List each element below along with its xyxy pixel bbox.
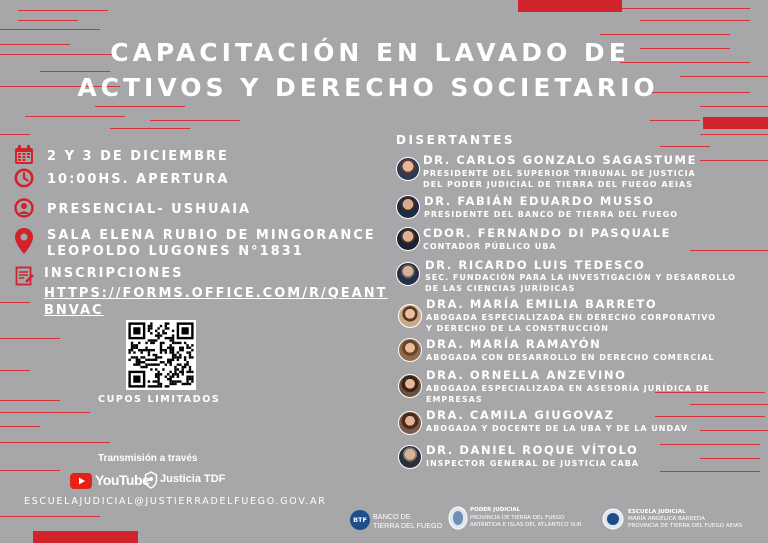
- qr-code[interactable]: [126, 320, 196, 390]
- location-pin-icon: [14, 227, 34, 255]
- speaker-role: PRESIDENTE DEL BANCO DE TIERRA DEL FUEGO: [424, 210, 679, 219]
- speaker-avatar: [398, 304, 422, 328]
- speaker-role: EMPRESAS: [426, 395, 483, 404]
- btf-line1: BANCO DE: [373, 512, 411, 521]
- broadcast-label: Transmisión a través: [98, 453, 198, 464]
- event-date: 2 Y 3 DE DICIEMBRE: [47, 149, 229, 164]
- speaker-name: DR. DANIEL ROQUE VÍTOLO: [426, 443, 639, 457]
- form-icon: [15, 266, 35, 286]
- pj-line3: ANTÁRTIDA E ISLAS DEL ATLÁNTICO SUR: [470, 522, 582, 528]
- justicia-tdf-icon: [144, 471, 158, 489]
- ej-line3: PROVINCIA DE TIERRA DEL FUEGO AEIAS: [628, 523, 743, 529]
- speaker-avatar: [396, 262, 420, 286]
- contact-email[interactable]: ESCUELAJUDICIAL@JUSTIERRADELFUEGO.GOV.AR: [24, 496, 327, 507]
- btf-logo-mark-text: BTF: [353, 516, 367, 524]
- user-icon: [14, 198, 34, 218]
- speaker-avatar: [396, 195, 420, 219]
- speaker-role: DEL PODER JUDICIAL DE TIERRA DEL FUEGO AEIAS: [423, 180, 693, 189]
- pj-line2: PROVINCIA DE TIERRA DEL FUEGO: [470, 515, 565, 521]
- poder-judicial-logo: [448, 506, 600, 532]
- btf-logo: [350, 510, 442, 532]
- speaker-role: DE LAS CIENCIAS JURÍDICAS: [425, 284, 576, 293]
- event-title-line1: CAPACITACIÓN EN LAVADO DE: [110, 38, 630, 67]
- speaker-name: DRA. MARÍA RAMAYÓN: [426, 337, 602, 351]
- signup-link-line2[interactable]: BNVAC: [44, 303, 104, 318]
- speaker-name: DR. FABIÁN EDUARDO MUSSO: [424, 194, 655, 208]
- speakers-heading: DISERTANTES: [396, 133, 516, 147]
- speaker-avatar: [396, 157, 420, 181]
- venue-line2: LEOPOLDO LUGONES N°1831: [47, 244, 304, 259]
- speaker-role: PRESIDENTE DEL SUPERIOR TRIBUNAL DE JUSTICIA: [423, 169, 696, 178]
- speaker-role: ABOGADA ESPECIALIZADA EN DERECHO CORPORATIVO: [426, 313, 717, 322]
- pj-line1: PODER JUDICIAL: [470, 507, 521, 513]
- speaker-role: CONTADOR PÚBLICO UBA: [423, 242, 557, 251]
- event-title-line2: ACTIVOS Y DERECHO SOCIETARIO: [77, 73, 659, 102]
- calendar-icon: [14, 145, 34, 165]
- speaker-avatar: [398, 374, 422, 398]
- speaker-avatar: [396, 227, 420, 251]
- speaker-role: ABOGADA CON DESARROLLO EN DERECHO COMERCIAL: [426, 353, 715, 362]
- poder-judicial-seal-icon: [448, 506, 468, 530]
- ej-line1: ESCUELA JUDICIAL: [628, 509, 686, 515]
- speaker-name: DRA. CAMILA GIUGOVAZ: [426, 408, 615, 422]
- speaker-role: INSPECTOR GENERAL DE JUSTICIA CABA: [426, 459, 639, 468]
- speaker-name: DR. RICARDO LUIS TEDESCO: [425, 258, 646, 272]
- speaker-name: DRA. MARÍA EMILIA BARRETO: [426, 297, 658, 311]
- signup-link-line1[interactable]: HTTPS://FORMS.OFFICE.COM/R/QEANT: [44, 286, 388, 301]
- speaker-avatar: [398, 338, 422, 362]
- speaker-avatar: [398, 445, 422, 469]
- venue-line1: SALA ELENA RUBIO DE MINGORANCE: [47, 228, 376, 243]
- justicia-tdf-label: Justicia TDF: [160, 473, 226, 485]
- speaker-role: Y DERECHO DE LA CONSTRUCCIÓN: [426, 324, 609, 333]
- youtube-label: YouTube: [95, 472, 150, 488]
- speaker-role: ABOGADA ESPECIALIZADA EN ASESORÍA JURÍDICA DE: [426, 384, 710, 393]
- speaker-name: CDOR. FERNANDO DI PASQUALE: [423, 226, 672, 240]
- speaker-role: SEC. FUNDACIÓN PARA LA INVESTIGACIÓN Y DESARROLLO: [425, 273, 736, 282]
- clock-icon: [14, 168, 34, 188]
- btf-line2: TIERRA DEL FUEGO: [373, 521, 443, 530]
- speaker-avatar: [398, 411, 422, 435]
- speaker-role: ABOGADA Y DOCENTE DE LA UBA Y DE LA UNDAV: [426, 424, 688, 433]
- speaker-name: DR. CARLOS GONZALO SAGASTUME: [423, 153, 698, 167]
- youtube-icon: [70, 473, 92, 489]
- escuela-judicial-seal-icon: [602, 508, 624, 530]
- signup-label: INSCRIPCIONES: [44, 266, 184, 281]
- speaker-name: DRA. ORNELLA ANZEVINO: [426, 368, 627, 382]
- ej-line2: MARÍA ANGÉLICA BARREDA: [628, 516, 705, 522]
- event-time: 10:00HS. APERTURA: [47, 172, 230, 187]
- escuela-judicial-logo: [602, 508, 766, 532]
- event-mode: PRESENCIAL- USHUAIA: [47, 202, 252, 217]
- cupos-limitados: CUPOS LIMITADOS: [98, 394, 221, 405]
